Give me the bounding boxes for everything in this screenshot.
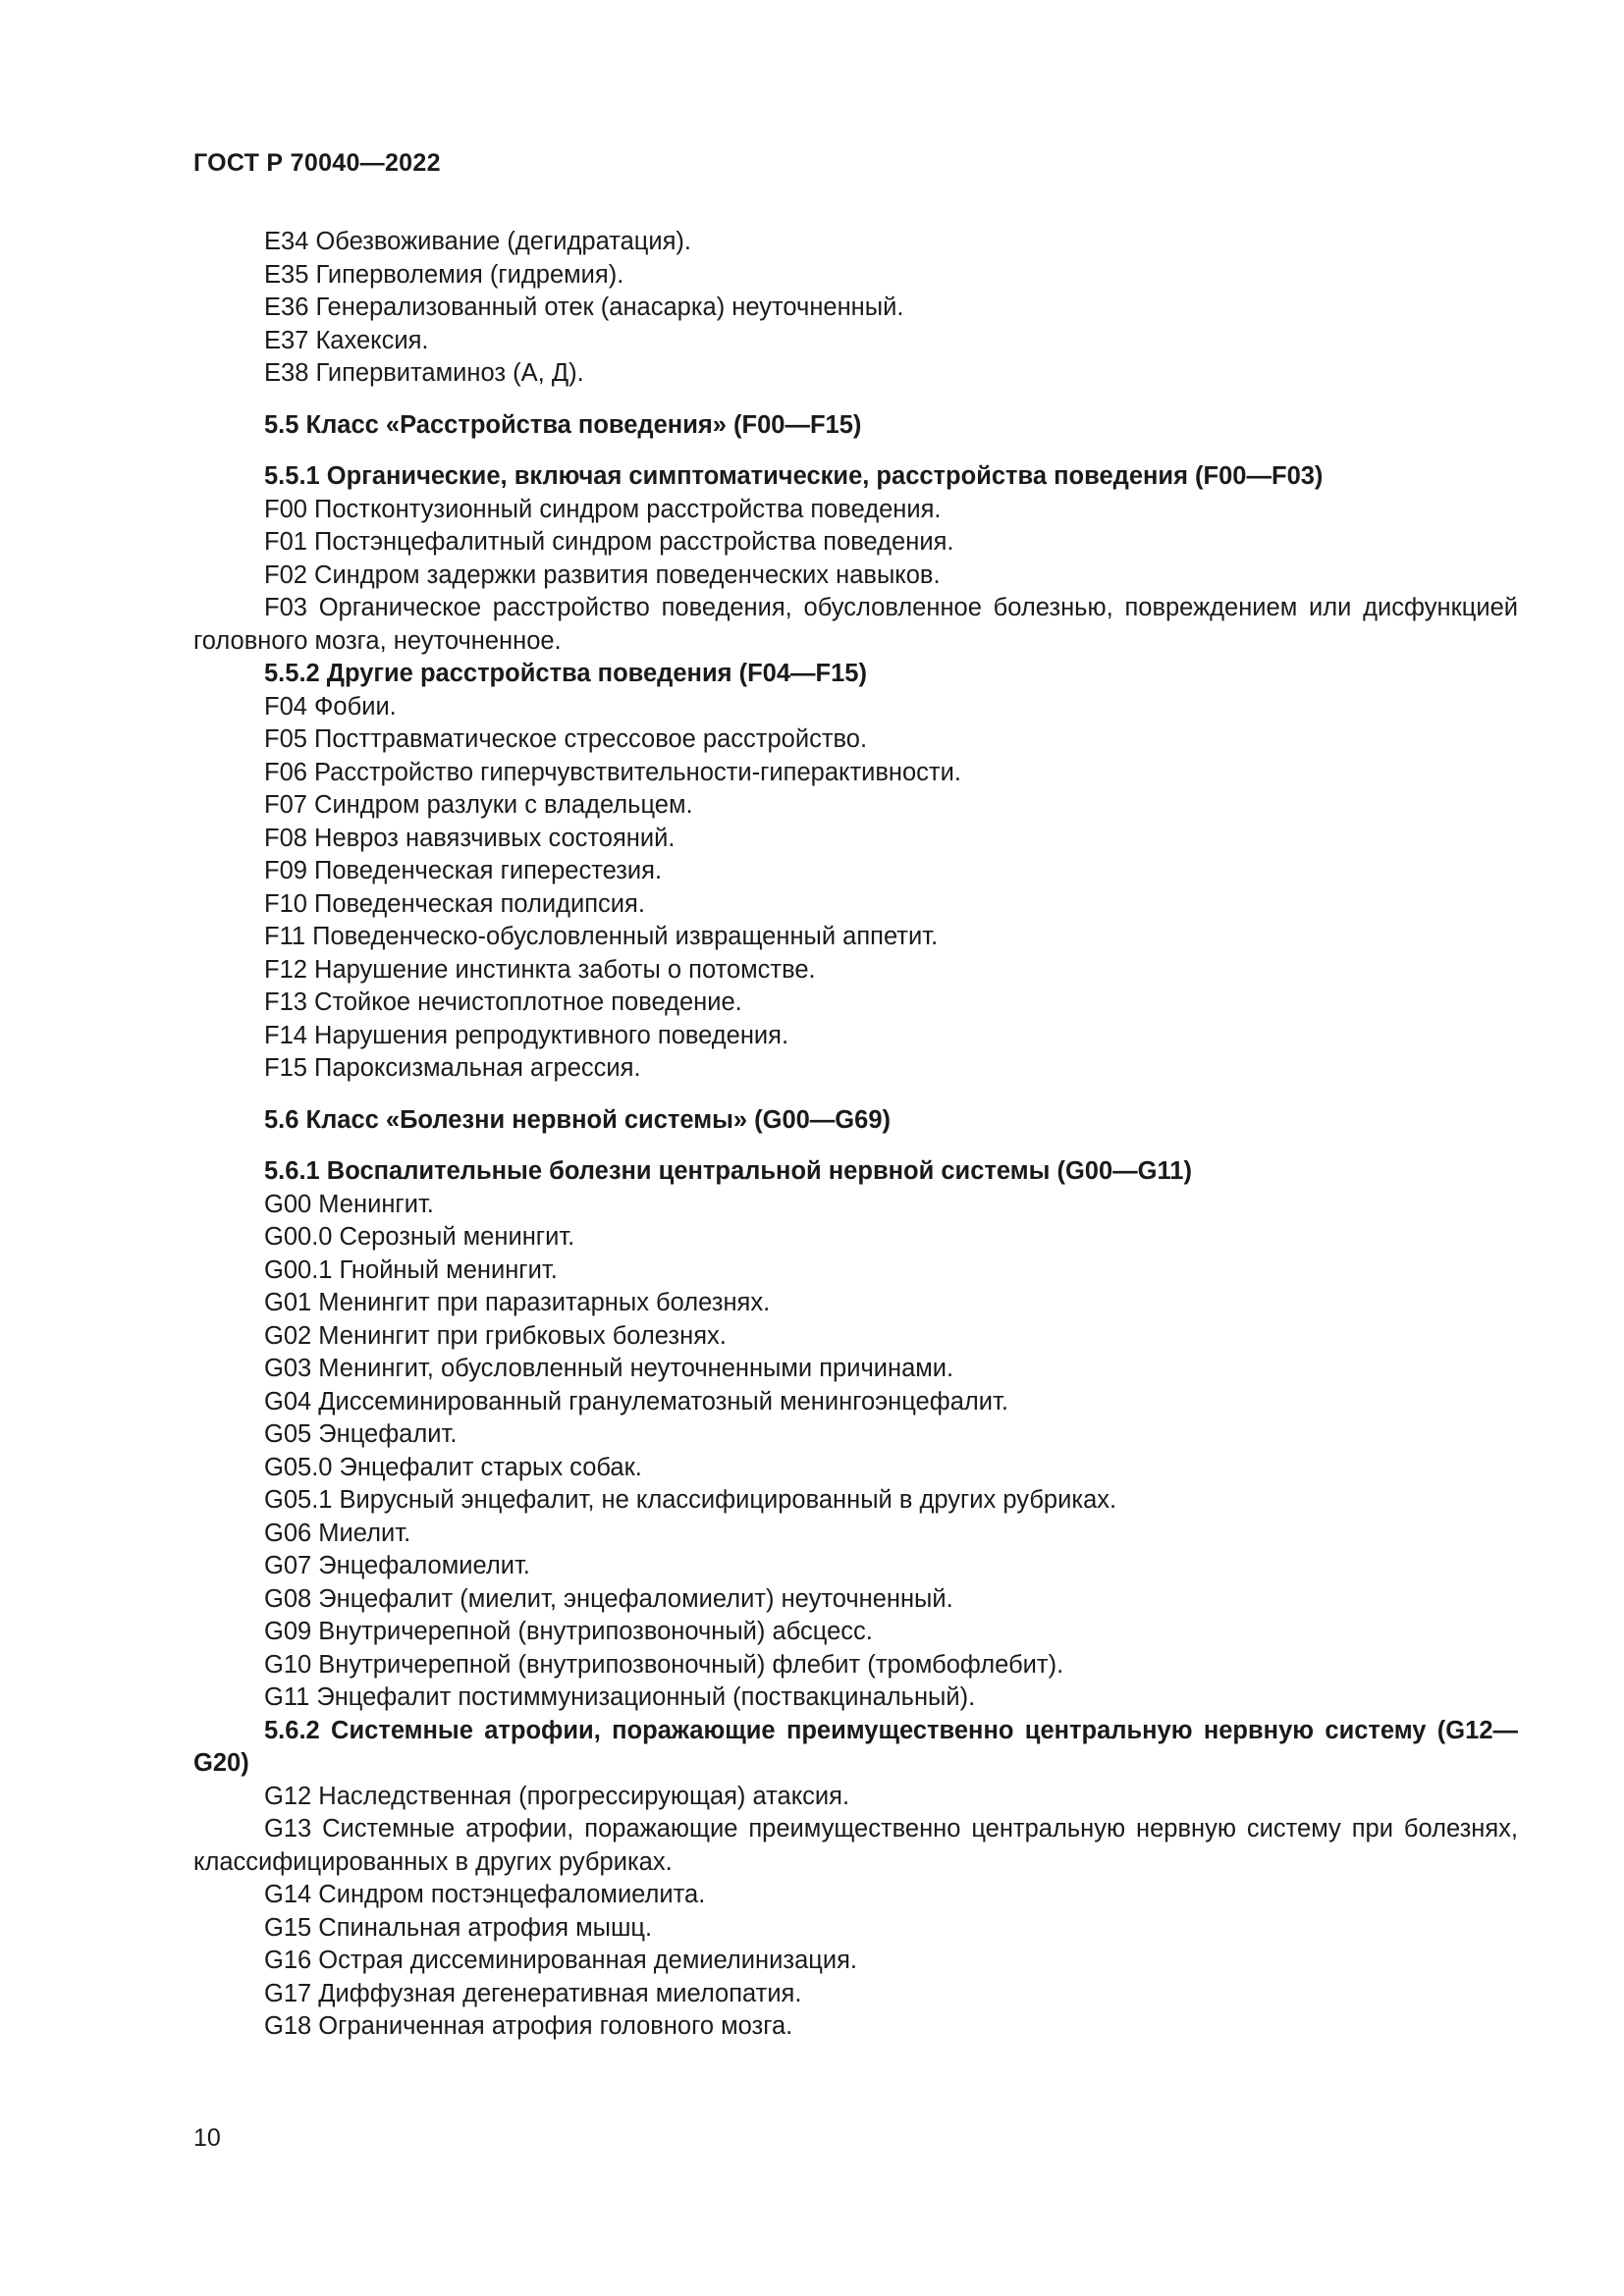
list-item: G10 Внутричерепной (внутрипозвоночный) флебит (тромбофлебит). xyxy=(264,1650,1064,1679)
list-item: G04 Диссеминированный гранулематозный менингоэнцефалит. xyxy=(264,1387,1008,1415)
list-item: F01 Постэнцефалитный синдром расстройства поведения. xyxy=(264,528,954,556)
list-item: G00 Менингит. xyxy=(264,1190,434,1218)
list-item: G05 Энцефалит. xyxy=(264,1420,458,1448)
section-heading: 5.5 Класс «Расстройства поведения» (F00—F15) xyxy=(264,410,862,439)
list-item: G00.1 Гнойный менингит. xyxy=(264,1255,558,1284)
page-number: 10 xyxy=(193,2124,221,2152)
subsection-heading: 5.6.1 Воспалительные болезни центральной нервной системы (G00—G11) xyxy=(264,1157,1192,1185)
list-item: G02 Менингит при грибковых болезнях. xyxy=(264,1321,727,1350)
list-item: G14 Синдром постэнцефаломиелита. xyxy=(264,1881,706,1908)
list-item: G16 Острая диссеминированная демиелинизация. xyxy=(264,1947,857,1974)
list-item: F13 Стойкое нечистоплотное поведение. xyxy=(264,988,742,1016)
subsection-heading: 5.5.2 Другие расстройства поведения (F04—F15) xyxy=(264,660,867,687)
list-item: F03 Органическое расстройство поведения, обусловленное болезнью, повреждением или дисфункцией головного мозга, неуточненное. xyxy=(193,594,1518,655)
list-item: E34 Обезвоживание (дегидратация). xyxy=(264,228,692,255)
list-item: G11 Энцефалит постиммунизационный (поствакцинальный). xyxy=(264,1683,976,1711)
list-item: E36 Генерализованный отек (анасарка) неуточненный. xyxy=(264,294,904,321)
list-item: G05.1 Вирусный энцефалит, не классифицированный в других рубриках. xyxy=(264,1486,1117,1514)
list-item: E38 Гипервитаминоз (А, Д). xyxy=(264,359,584,387)
list-item: G05.0 Энцефалит старых собак. xyxy=(264,1453,642,1481)
list-item: G15 Спинальная атрофия мышц. xyxy=(264,1913,653,1942)
list-item: G18 Ограниченная атрофия головного мозга. xyxy=(264,2012,793,2040)
list-item: F04 Фобии. xyxy=(264,692,397,721)
section-heading: 5.6 Класс «Болезни нервной системы» (G00—G69) xyxy=(264,1105,891,1134)
list-item: G00.0 Серозный менингит. xyxy=(264,1223,575,1251)
list-item: E35 Гиперволемия (гидремия). xyxy=(264,260,624,289)
document-body xyxy=(193,226,1518,2044)
list-item: F14 Нарушения репродуктивного поведения. xyxy=(264,1021,789,1049)
list-item: G03 Менингит, обусловленный неуточненными причинами. xyxy=(264,1355,954,1382)
list-item: F02 Синдром задержки развития поведенческих навыков. xyxy=(264,561,941,589)
list-item: G01 Менингит при паразитарных болезнях. xyxy=(264,1289,771,1316)
list-item: F06 Расстройство гиперчувствительности-гиперактивности. xyxy=(264,758,961,786)
list-item: F07 Синдром разлуки с владельцем. xyxy=(264,791,693,819)
list-item: G12 Наследственная (прогрессирующая) атаксия. xyxy=(264,1782,850,1810)
list-item: F15 Пароксизмальная агрессия. xyxy=(264,1054,641,1082)
list-item: E37 Кахексия. xyxy=(264,326,429,354)
list-item: F10 Поведенческая полидипсия. xyxy=(264,889,645,918)
list-item: F00 Постконтузионный синдром расстройства поведения. xyxy=(264,495,942,523)
document-header: ГОСТ Р 70040—2022 xyxy=(193,149,441,177)
subsection-heading: 5.6.2 Системные атрофии, поражающие преимущественно центральную нервную систему (G12—G20) xyxy=(193,1716,1518,1777)
list-item: G17 Диффузная дегенеративная миелопатия. xyxy=(264,1979,802,2007)
list-item: G08 Энцефалит (миелит, энцефаломиелит) неуточненный. xyxy=(264,1584,953,1613)
list-item: F09 Поведенческая гиперестезия. xyxy=(264,857,663,884)
list-item: G13 Системные атрофии, поражающие преимущественно центральную нервную систему при болезнях, классифицированных в других рубриках. xyxy=(193,1815,1518,1876)
subsection-heading: 5.5.1 Органические, включая симптоматические, расстройства поведения (F00—F03) xyxy=(264,462,1324,490)
list-item: G09 Внутричерепной (внутрипозвоночный) абсцесс. xyxy=(264,1618,873,1645)
list-item: F12 Нарушение инстинкта заботы о потомстве. xyxy=(264,955,816,984)
list-item: G06 Миелит. xyxy=(264,1519,411,1547)
list-item: G07 Энцефаломиелит. xyxy=(264,1552,530,1579)
list-item: F08 Невроз навязчивых состояний. xyxy=(264,824,676,852)
list-item: F11 Поведенческо-обусловленный извращенный аппетит. xyxy=(264,923,939,950)
list-item: F05 Посттравматическое стрессовое расстройство. xyxy=(264,725,868,753)
